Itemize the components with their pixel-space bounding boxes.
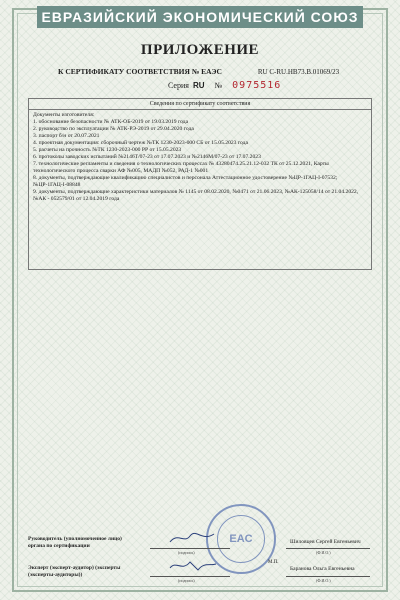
details-line: 6. протоколы заводских испытаний №2146Т/07-23 от 17.07.2023 и №2146М/07-23 от 17.07.2023 (33, 154, 261, 160)
head-fio-caption: (Ф.И.О.) (316, 550, 331, 555)
page-title: ПРИЛОЖЕНИЕ (140, 42, 260, 58)
expert-fio-caption: (Ф.И.О.) (316, 578, 331, 583)
expert-name-line (286, 576, 370, 577)
details-line: Документы изготовителя: (33, 112, 95, 118)
head-signature-line (150, 548, 230, 549)
subtitle: К СЕРТИФИКАТУ СООТВЕТСТВИЯ № ЕАЭС (58, 67, 222, 76)
details-line: 5. расчеты на прочность №ТК 1230-2023-000 РР от 15.05.2023 (33, 147, 182, 153)
details-line: 2. руководство по эксплуатации № АТК-РЭ-2019 от 29.04.2020 года (33, 126, 194, 132)
details-line: 3. паспорт б/н от 20.07.2021 (33, 133, 100, 139)
head-signature-label: Руководитель (уполномоченное лицо) органа по сертификации (28, 536, 122, 549)
series-label: Серия (168, 81, 189, 90)
series-row (168, 80, 281, 91)
expert-signature-label: Эксперт (эксперт-аудитор) (эксперты (эксперты-аудиторы)) (28, 565, 121, 578)
details-line: 8. документы, подтверждающие квалификацию специалистов и персонала Аттестационное удостоверение №ЦР-1ГАЦ-I-07532; №ЦР-1ГАЦ-I-08848 (33, 175, 338, 188)
details-line: 9. документы, подтверждающие характеристики материалов № 1145 от 08.02.2020, №0471 от 21.06.2023, №АК-125058/14 от 21.04.2022, №АК - 052579/01 от 12.04.2019 года (33, 189, 359, 202)
details-line: 1. обоснование безопасности № АТК-ОБ-2019 от 19.03.2019 года (33, 119, 189, 125)
head-name-line (286, 548, 370, 549)
union-banner: ЕВРАЗИЙСКИЙ ЭКОНОМИЧЕСКИЙ СОЮЗ (37, 6, 363, 28)
certificate-reference (58, 67, 378, 76)
seal-placeholder: М.П. (268, 560, 279, 565)
certificate-details-box (28, 98, 372, 270)
head-signature-icon (168, 530, 218, 546)
head-name: Шиловцев Сергей Евгеньевич (290, 539, 361, 545)
form-number: 0975516 (232, 80, 282, 91)
registration-number: RU C-RU.НВ73.В.01069/23 (257, 68, 340, 76)
number-label: № (214, 81, 223, 90)
details-line: 7. технологические регламенты и сведения о технологических процессах № 43280474.25.21.12-032 ТК от 25.12.2021, Карты технологического процесса сварки АФ №005, МАДП №052, РАД-1 №001 (33, 161, 329, 174)
expert-sign-caption: (подпись) (178, 578, 195, 583)
expert-signature-line (150, 576, 230, 577)
details-line: 4. проектная документация: сборочный чертеж №ТК 1230-2023-000 СБ от 15.05.2023 года (33, 140, 248, 146)
details-body (29, 110, 371, 205)
series-value: RU (192, 81, 205, 90)
details-header: Сведения по сертификату соответствия (29, 99, 371, 110)
expert-signature-icon (168, 558, 218, 574)
head-sign-caption: (подпись) (178, 550, 195, 555)
expert-name: Баранова Ольга Евгеньевна (290, 566, 355, 572)
eac-logo: EAC (217, 515, 265, 563)
